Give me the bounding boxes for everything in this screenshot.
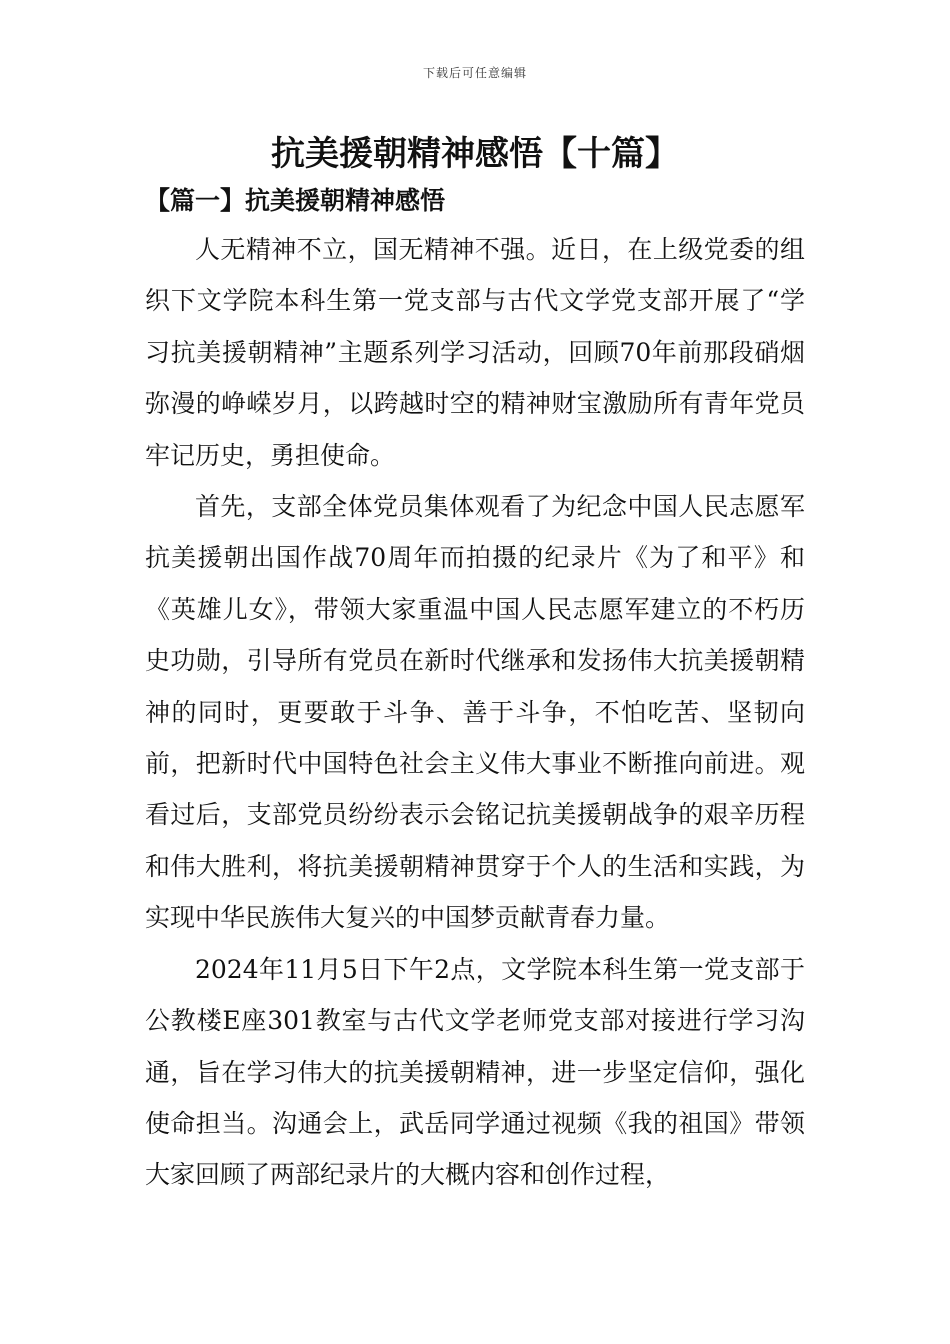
section-heading: 【篇一】抗美援朝精神感悟 xyxy=(145,186,446,215)
paragraph-1: 人无精神不立，国无精神不强。近日，在上级党委的组织下文学院本科生第一党支部与古代文学党支部开展了“学习抗美援朝精神”主题系列学习活动，回顾70年前那段硝烟弥漫的峥嵘岁月，以跨越时空的精神财宝激励所有青年党员牢记历史，勇担使命。 xyxy=(145,235,805,470)
paragraph-3: 2024年11月5日下午2点，文学院本科生第一党支部于公教楼E座301教室与古代文学老师党支部对接进行学习沟通，旨在学习伟大的抗美援朝精神，进一步坚定信仰，强化使命担当。沟通会上，武岳同学通过视频《我的祖国》带领大家回顾了两部纪录片的大概内容和创作过程， xyxy=(145,954,805,1190)
body-text xyxy=(145,224,805,1201)
document-title: 抗美援朝精神感悟【十篇】 xyxy=(271,134,679,174)
header-note: 下载后可任意编辑 xyxy=(422,66,527,80)
paragraph-2: 首先，支部全体党员集体观看了为纪念中国人民志愿军抗美援朝出国作战70周年而拍摄的纪录片《为了和平》和《英雄儿女》，带领大家重温中国人民志愿军建立的不朽历史功勋，引导所有党员在新时代继承和发扬伟大抗美援朝精神的同时，更要敢于斗争、善于斗争，不怕吃苦、坚韧向前，把新时代中国特色社会主义伟大事业不断推向前进。观看过后，支部党员纷纷表示会铭记抗美援朝战争的艰辛历程和伟大胜利，将抗美援朝精神贯穿于个人的生活和实践，为实现中华民族伟大复兴的中国梦贡献青春力量。 xyxy=(145,492,805,933)
